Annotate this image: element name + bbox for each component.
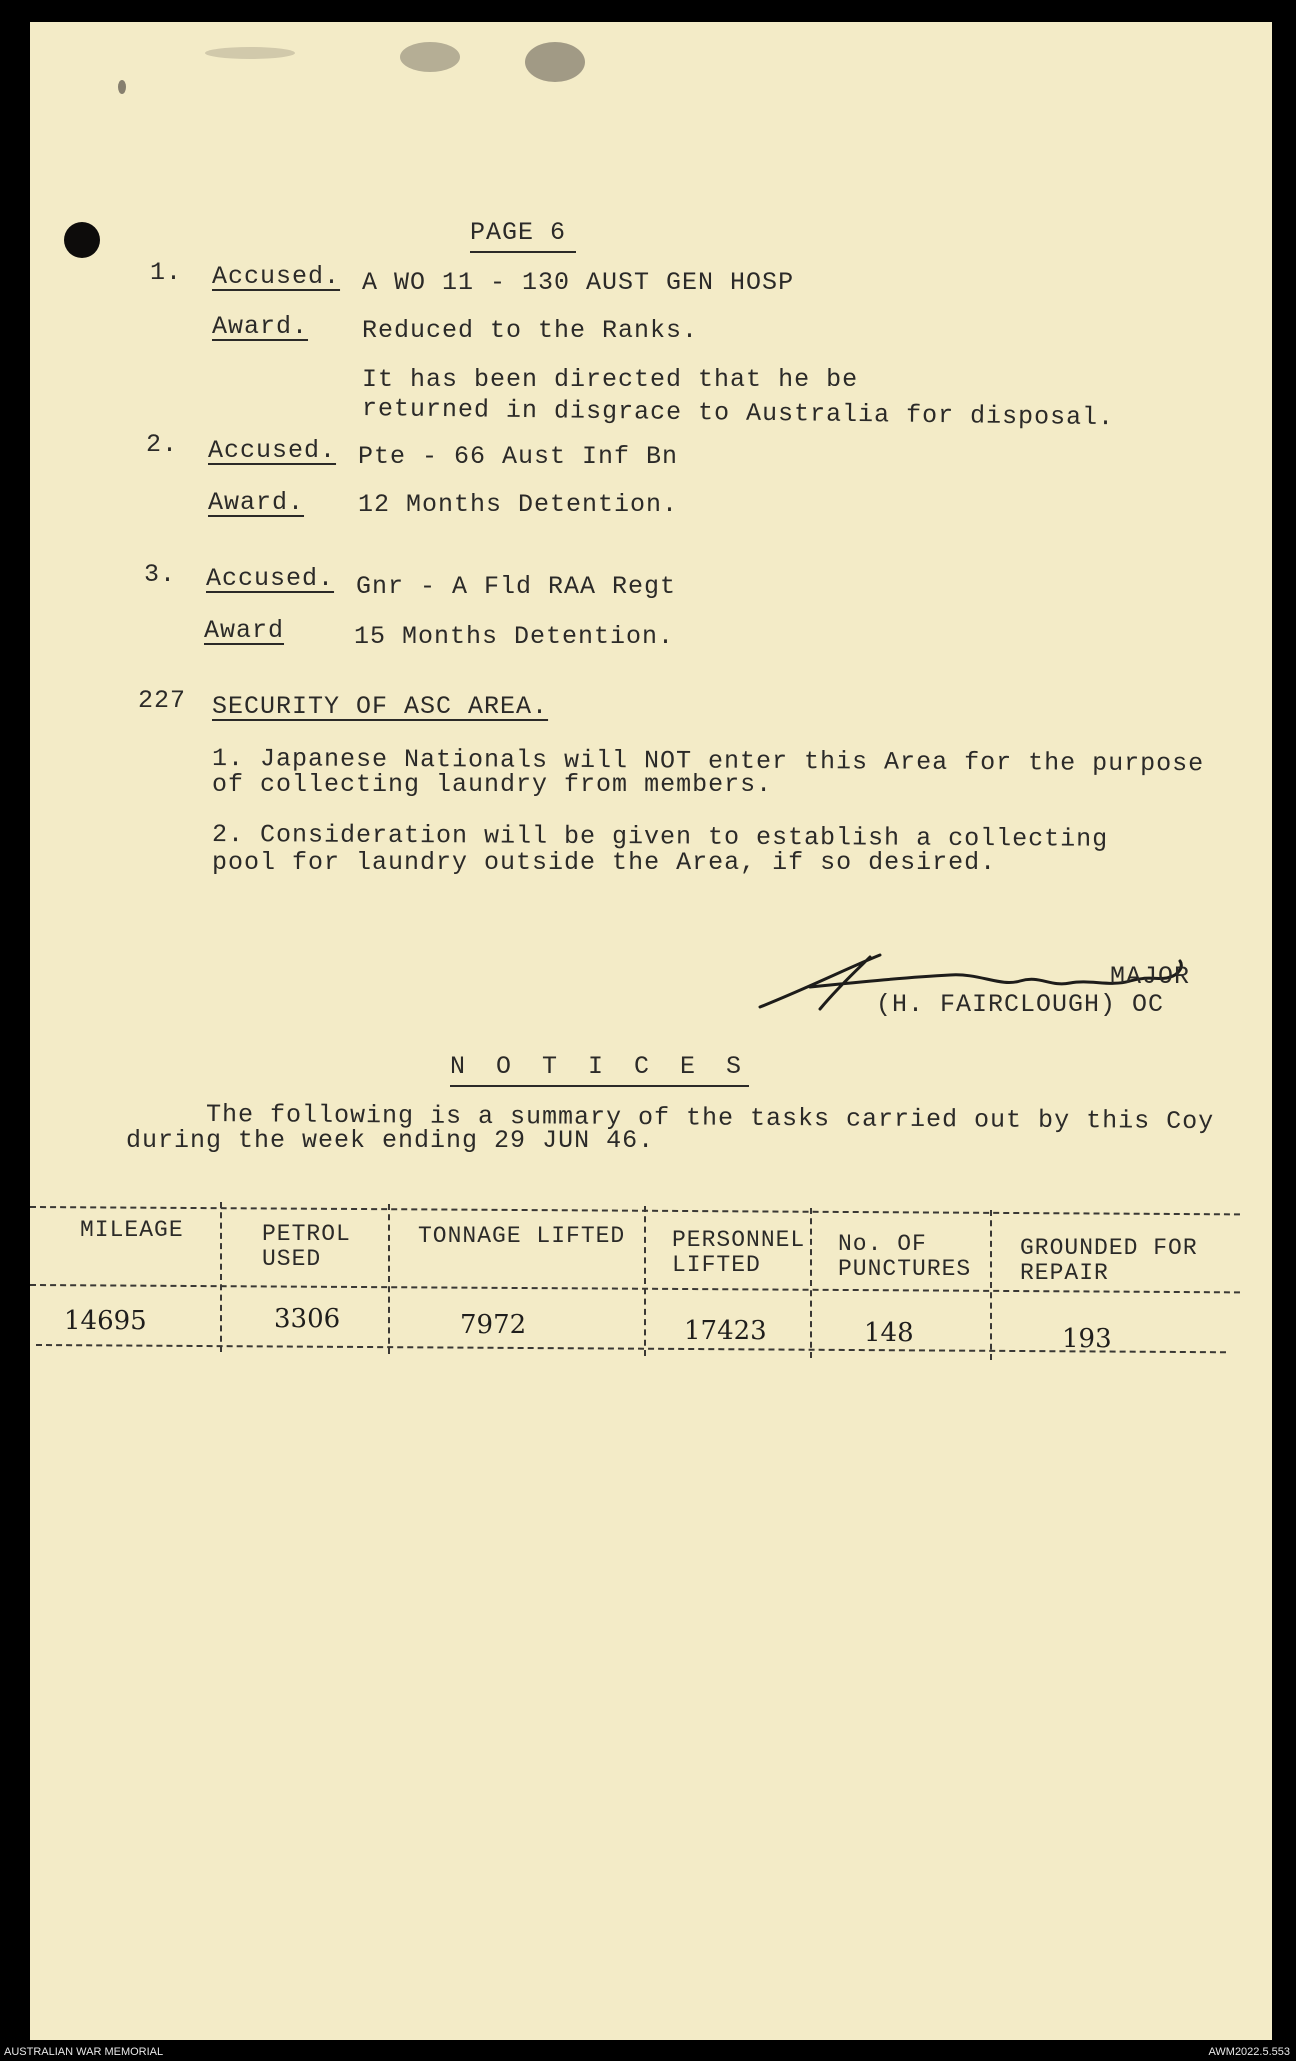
table-cell: 7972 <box>460 1310 527 1340</box>
accused-label: Accused. <box>206 564 335 593</box>
ink-smudge <box>118 80 126 94</box>
table-cell: 3306 <box>274 1304 341 1334</box>
column-header: No. OF PUNCTURES <box>838 1231 972 1282</box>
ink-smudge <box>525 42 585 82</box>
award-value: Reduced to the Ranks. <box>362 316 699 345</box>
award-label: Award. <box>208 488 305 517</box>
table-cell: 17423 <box>684 1316 767 1346</box>
document-page <box>30 22 1272 2040</box>
footer-reference: AWM2022.5.553 <box>1208 2046 1290 2058</box>
summary-table <box>30 1192 1272 1392</box>
award-value: 15 Months Detention. <box>354 622 675 651</box>
accused-value: A WO 11 - 130 AUST GEN HOSP <box>362 268 795 297</box>
section-title: SECURITY OF ASC AREA. <box>212 692 549 721</box>
case-number: 2. <box>146 430 179 459</box>
table-rule <box>30 1206 1240 1215</box>
paragraph-line: of collecting laundry from members. <box>212 770 773 799</box>
column-header: TONNAGE LIFTED <box>418 1223 626 1249</box>
column-header: GROUNDED FOR REPAIR <box>1020 1235 1198 1286</box>
section-number: 227 <box>138 686 187 715</box>
notices-title: N O T I C E S <box>450 1052 749 1087</box>
paragraph-line: 2. Consideration will be given to establish a collecting <box>211 820 1109 854</box>
column-header: PETROL USED <box>262 1221 351 1272</box>
table-divider <box>220 1202 222 1352</box>
ink-smudge <box>400 42 460 72</box>
award-label: Award. <box>212 312 309 341</box>
notices-intro: during the week ending 29 JUN 46. <box>126 1126 655 1155</box>
case-note: It has been directed that he be <box>362 365 859 394</box>
column-header: PERSONNEL LIFTED <box>672 1227 806 1278</box>
table-divider <box>644 1206 646 1356</box>
signatory-name: (H. FAIRCLOUGH) OC <box>876 990 1165 1019</box>
table-rule <box>36 1344 1226 1353</box>
award-value: 12 Months Detention. <box>358 490 679 519</box>
punch-hole <box>64 222 100 258</box>
notices-intro: The following is a summary of the tasks carried out by this Coy <box>205 1100 1215 1137</box>
table-divider <box>388 1204 390 1354</box>
ink-smudge <box>205 47 295 59</box>
case-number: 3. <box>144 560 177 589</box>
paragraph-line: pool for laundry outside the Area, if so desired. <box>212 848 997 877</box>
case-note: returned in disgrace to Australia for disposal. <box>361 394 1115 433</box>
accused-value: Pte - 66 Aust Inf Bn <box>358 442 679 471</box>
page-number: PAGE 6 <box>470 218 576 253</box>
case-number: 1. <box>150 258 183 287</box>
table-cell: 148 <box>864 1318 914 1348</box>
column-header: MILEAGE <box>80 1217 184 1243</box>
table-divider <box>810 1208 812 1358</box>
award-label: Award <box>204 616 285 645</box>
table-cell: 14695 <box>64 1306 147 1336</box>
accused-label: Accused. <box>208 436 337 465</box>
paragraph-line: 1. Japanese Nationals will NOT enter this Area for the purpose <box>211 744 1205 779</box>
accused-label: Accused. <box>212 262 341 291</box>
signatory-rank: MAJOR <box>1110 962 1191 991</box>
table-divider <box>990 1210 992 1360</box>
accused-value: Gnr - A Fld RAA Regt <box>356 572 677 601</box>
footer-credit: AUSTRALIAN WAR MEMORIAL <box>4 2046 164 2058</box>
table-cell: 193 <box>1062 1324 1112 1354</box>
